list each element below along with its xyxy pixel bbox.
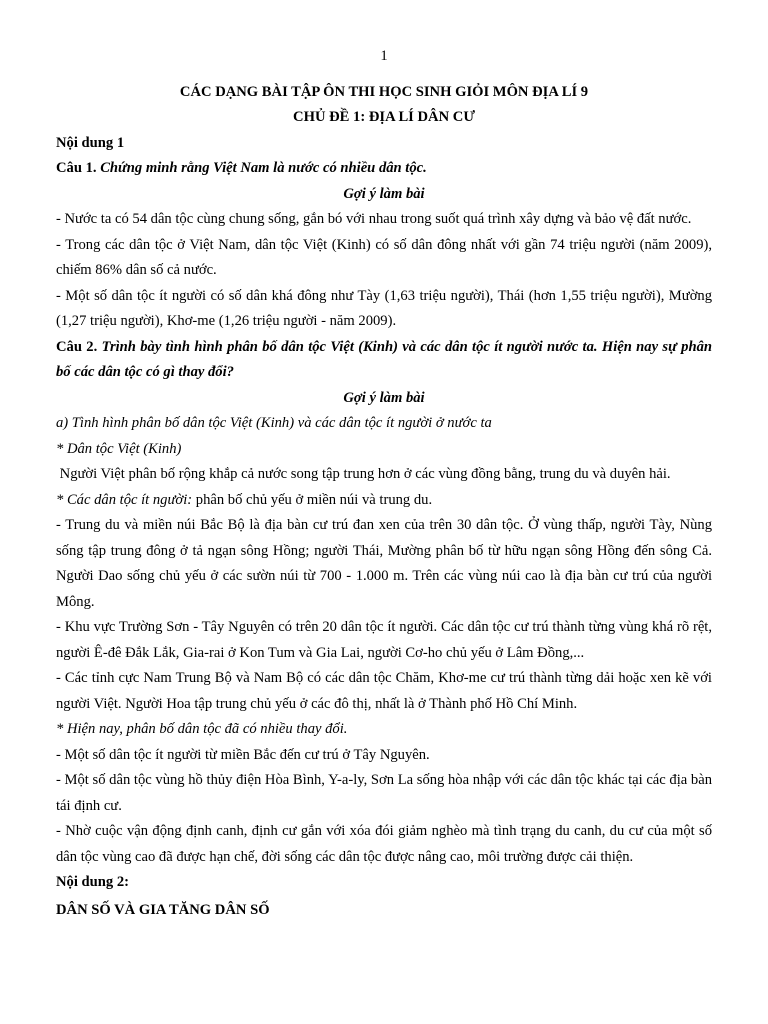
q2-minority <box>56 488 712 514</box>
question-1 <box>56 156 712 182</box>
q2-change-3: - Nhờ cuộc vận động định canh, định cư gắn với xóa đói giảm nghèo mà tình trạng du canh, du cư của một số dân tộc vùng cao đã được hạn chế, đời sống các dân tộc được nâng cao, môi trường được cải thiện. <box>56 823 712 865</box>
question-1-hint: Gợi ý làm bài <box>343 185 425 202</box>
q2-change-heading: * Hiện nay, phân bố dân tộc đã có nhiều thay đổi. <box>56 721 348 737</box>
q2-change-1: - Một số dân tộc ít người từ miền Bắc đến cư trú ở Tây Nguyên. <box>56 746 430 763</box>
question-1-label: Câu 1. <box>56 160 97 176</box>
document-title: CÁC DẠNG BÀI TẬP ÔN THI HỌC SINH GIỎI MÔN ĐỊA LÍ 9 <box>179 83 589 100</box>
q1-point-3: - Một số dân tộc ít người có số dân khá đông như Tày (1,63 triệu người), Thái (hơn 1,55 triệu người), Mường (1,27 triệu người), Khơ-me (1,26 triệu người - năm 2009). <box>56 287 712 329</box>
question-1-text: Chứng minh rằng Việt Nam là nước có nhiều dân tộc. <box>96 160 427 176</box>
question-2-hint: Gợi ý làm bài <box>343 389 425 406</box>
question-2-text: Trình bày tình hình phân bố dân tộc Việt (Kinh) và các dân tộc ít người nước ta. Hiện nay sự phân bố các dân tộc có gì thay đổi? <box>56 338 712 380</box>
q2-point-3: - Các tỉnh cực Nam Trung Bộ và Nam Bộ có các dân tộc Chăm, Khơ-me cư trú thành từng dải hoặc xen kẽ với người Việt. Người Hoa tập trung chủ yếu ở các đô thị, nhất là ở Thành phố Hồ Chí Minh. <box>56 670 712 712</box>
q2-point-2: - Khu vực Trường Sơn - Tây Nguyên có trên 20 dân tộc ít người. Các dân tộc cư trú thành từng vùng khá rõ rệt, người Ê-đê Đắk Lắk, Gia-rai ở Kon Tum và Gia Lai, người Cơ-ho chủ yếu ở Lâm Đồng,... <box>56 619 712 661</box>
q1-point-2: - Trong các dân tộc ở Việt Nam, dân tộc Việt (Kinh) có số dân đông nhất với gần 74 triệu người (năm 2009), chiếm 86% dân số cả nước. <box>56 236 712 278</box>
q2-kinh-text: Người Việt phân bố rộng khắp cả nước song tập trung hơn ở các vùng đồng bằng, trung du và duyên hải. <box>56 466 671 482</box>
q2-minority-text: phân bố chủ yếu ở miền núi và trung du. <box>192 491 433 508</box>
q2-sub-a: a) Tình hình phân bố dân tộc Việt (Kinh) và các dân tộc ít người ở nước ta <box>56 415 492 431</box>
question-2 <box>56 335 712 386</box>
section1-heading: Nội dung 1 <box>56 134 125 151</box>
section2-title: DÂN SỐ VÀ GIA TĂNG DÂN SỐ <box>56 901 270 918</box>
section2-heading: Nội dung 2: <box>56 874 129 890</box>
q2-point-1: - Trung du và miền núi Bắc Bộ là địa bàn cư trú đan xen của trên 30 dân tộc. Ở vùng thấp, người Tày, Nùng sống tập trung đông ở tả ngạn sông Hồng; người Thái, Mường phân bố từ hữu ngạn sông Hồng đến sông Cả. Người Dao sống chủ yếu ở các sườn núi từ 700 - 1.000 m. Trên các vùng núi cao là địa bàn cư trú của người Mông. <box>56 517 712 610</box>
q2-kinh-heading: * Dân tộc Việt (Kinh) <box>56 440 182 457</box>
q2-minority-label: * Các dân tộc ít người: <box>56 491 193 508</box>
q1-point-1: - Nước ta có 54 dân tộc cùng chung sống, gắn bó với nhau trong suốt quá trình xây dựng và bảo vệ đất nước. <box>56 211 692 227</box>
q2-change-2: - Một số dân tộc vùng hồ thủy điện Hòa Bình, Y-a-ly, Sơn La sống hòa nhập với các dân tộc khác tại các địa bàn tái định cư. <box>56 772 712 814</box>
topic-title: CHỦ ĐỀ 1: ĐỊA LÍ DÂN CƯ <box>293 109 475 125</box>
question-2-label: Câu 2. <box>56 338 98 355</box>
page-number: 1 <box>380 48 388 64</box>
